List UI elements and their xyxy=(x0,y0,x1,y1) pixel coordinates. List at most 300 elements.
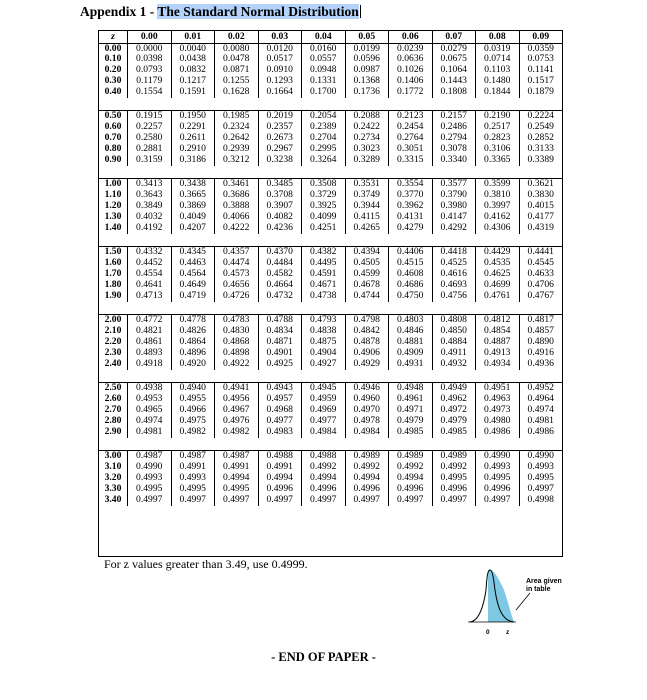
table-cell: 0.1628 xyxy=(214,87,258,98)
table-cell: 0.4978 xyxy=(345,416,389,427)
table-cell: 0.4995 xyxy=(214,484,258,495)
table-cell: 0.0948 xyxy=(301,65,345,76)
table-cell: 0.0279 xyxy=(432,44,476,55)
table-cell: 0.4788 xyxy=(258,315,302,326)
table-cell: 0.3849 xyxy=(127,201,171,212)
table-cell: 0.4929 xyxy=(345,359,389,370)
group-separator xyxy=(99,370,562,384)
table-cell: 0.2157 xyxy=(432,111,476,122)
table-row xyxy=(99,326,562,337)
table-cell: 0.4896 xyxy=(171,348,215,359)
table-cell: 0.4997 xyxy=(214,495,258,506)
table-cell: 0.4545 xyxy=(519,258,563,269)
table-cell: 0.4962 xyxy=(432,394,476,405)
table-cell: 0.4452 xyxy=(127,258,171,269)
table-cell: 0.2704 xyxy=(301,133,345,144)
row-z-value: 1.20 xyxy=(104,200,122,212)
table-cell: 0.4686 xyxy=(388,280,432,291)
column-header: 0.06 xyxy=(388,31,432,43)
table-cell: 0.4961 xyxy=(388,394,432,405)
row-z-value: 2.70 xyxy=(104,404,122,416)
row-z-value: 1.40 xyxy=(104,221,122,233)
table-cell: 0.1985 xyxy=(214,111,258,122)
column-header: 0.02 xyxy=(214,31,258,43)
table-cell: 0.1255 xyxy=(214,76,258,87)
table-cell: 0.4861 xyxy=(127,337,171,348)
table-cell: 0.4965 xyxy=(127,405,171,416)
table-cell: 0.4582 xyxy=(258,269,302,280)
column-header: 0.01 xyxy=(171,31,215,43)
table-cell: 0.0120 xyxy=(258,44,302,55)
table-cell: 0.2764 xyxy=(388,133,432,144)
table-cell: 0.4678 xyxy=(345,280,389,291)
table-cell: 0.1406 xyxy=(388,76,432,87)
table-cell: 0.4525 xyxy=(432,258,476,269)
standard-normal-table xyxy=(98,30,563,557)
table-cell: 0.3315 xyxy=(388,155,432,166)
table-cell: 0.1736 xyxy=(345,87,389,98)
table-cell: 0.4394 xyxy=(345,247,389,258)
table-cell: 0.1772 xyxy=(388,87,432,98)
table-cell: 0.3238 xyxy=(258,155,302,166)
table-cell: 0.4767 xyxy=(519,291,563,302)
table-cell: 0.4850 xyxy=(432,326,476,337)
table-cell: 0.4997 xyxy=(301,495,345,506)
table-cell: 0.4977 xyxy=(301,416,345,427)
table-cell: 0.4656 xyxy=(214,280,258,291)
table-cell: 0.4992 xyxy=(432,462,476,473)
table-cell: 0.4750 xyxy=(388,291,432,302)
table-cell: 0.0987 xyxy=(345,65,389,76)
table-cell: 0.4893 xyxy=(127,348,171,359)
table-cell: 0.3810 xyxy=(475,190,519,201)
table-cell: 0.4992 xyxy=(388,462,432,473)
table-cell: 0.3888 xyxy=(214,201,258,212)
table-cell: 0.4554 xyxy=(127,269,171,280)
table-cell: 0.4980 xyxy=(475,416,519,427)
table-cell: 0.4936 xyxy=(519,359,563,370)
row-z-value: 1.10 xyxy=(104,189,122,201)
table-cell: 0.0793 xyxy=(127,65,171,76)
table-cell: 0.4066 xyxy=(214,212,258,223)
table-cell: 0.3554 xyxy=(388,179,432,190)
table-cell: 0.4931 xyxy=(388,359,432,370)
table-cell: 0.2852 xyxy=(519,133,563,144)
table-cell: 0.4994 xyxy=(345,473,389,484)
table-cell: 0.3643 xyxy=(127,190,171,201)
figure-axis-z: z xyxy=(506,629,510,636)
table-cell: 0.4967 xyxy=(214,405,258,416)
table-cell: 0.2967 xyxy=(258,144,302,155)
end-of-paper: - END OF PAPER - xyxy=(271,650,376,664)
table-cell: 0.4147 xyxy=(432,212,476,223)
table-cell: 0.4664 xyxy=(258,280,302,291)
table-cell: 0.3599 xyxy=(475,179,519,190)
table-cell: 0.4996 xyxy=(432,484,476,495)
table-row xyxy=(99,87,562,98)
table-cell: 0.4997 xyxy=(475,495,519,506)
table-cell: 0.4953 xyxy=(127,394,171,405)
table-cell: 0.4535 xyxy=(475,258,519,269)
table-cell: 0.4854 xyxy=(475,326,519,337)
row-z-value: 3.40 xyxy=(104,493,122,505)
table-cell: 0.3729 xyxy=(301,190,345,201)
table-cell: 0.4706 xyxy=(519,280,563,291)
table-cell: 0.4955 xyxy=(171,394,215,405)
table-footnote: For z values greater than 3.49, use 0.4999. xyxy=(104,557,308,571)
title-selected-text[interactable]: The Standard Normal Distribution xyxy=(157,4,359,19)
table-cell: 0.4871 xyxy=(258,337,302,348)
row-z-value: 1.00 xyxy=(104,178,122,190)
table-cell: 0.4975 xyxy=(171,416,215,427)
table-cell: 0.2823 xyxy=(475,133,519,144)
table-cell: 0.4922 xyxy=(214,359,258,370)
table-cell: 0.4994 xyxy=(214,473,258,484)
table-cell: 0.4887 xyxy=(475,337,519,348)
group-separator xyxy=(99,98,562,112)
table-cell: 0.4608 xyxy=(388,269,432,280)
table-cell: 0.1443 xyxy=(432,76,476,87)
table-cell: 0.2580 xyxy=(127,133,171,144)
group-separator xyxy=(99,234,562,248)
row-z-value: 0.60 xyxy=(104,121,122,133)
table-cell: 0.4332 xyxy=(127,247,171,258)
table-cell: 0.4884 xyxy=(432,337,476,348)
table-cell: 0.4857 xyxy=(519,326,563,337)
table-cell: 0.4995 xyxy=(171,484,215,495)
table-cell: 0.3264 xyxy=(301,155,345,166)
table-cell: 0.2123 xyxy=(388,111,432,122)
table-cell: 0.1700 xyxy=(301,87,345,98)
table-cell: 0.4222 xyxy=(214,223,258,234)
table-cell: 0.4932 xyxy=(432,359,476,370)
table-cell: 0.4997 xyxy=(258,495,302,506)
table-cell: 0.2389 xyxy=(301,122,345,133)
table-row xyxy=(99,76,562,87)
table-cell: 0.1293 xyxy=(258,76,302,87)
table-cell: 0.1331 xyxy=(301,76,345,87)
table-cell: 0.4977 xyxy=(258,416,302,427)
row-z-value: 2.20 xyxy=(104,336,122,348)
table-row xyxy=(99,405,562,416)
table-cell: 0.4357 xyxy=(214,247,258,258)
table-cell: 0.4842 xyxy=(345,326,389,337)
table-row xyxy=(99,247,562,258)
table-cell: 0.4946 xyxy=(345,383,389,394)
table-header-row xyxy=(99,31,562,44)
table-cell: 0.4131 xyxy=(388,212,432,223)
table-row xyxy=(99,495,562,506)
table-cell: 0.0319 xyxy=(475,44,519,55)
table-cell: 0.0398 xyxy=(127,54,171,65)
table-cell: 0.4970 xyxy=(345,405,389,416)
table-cell: 0.1950 xyxy=(171,111,215,122)
normal-curve-figure xyxy=(468,560,578,648)
table-cell: 0.0199 xyxy=(345,44,389,55)
table-cell: 0.2257 xyxy=(127,122,171,133)
table-cell: 0.4995 xyxy=(127,484,171,495)
table-cell: 0.4994 xyxy=(388,473,432,484)
table-cell: 0.4996 xyxy=(258,484,302,495)
row-z-value: 0.30 xyxy=(104,75,122,87)
table-row xyxy=(99,190,562,201)
table-cell: 0.4988 xyxy=(301,451,345,462)
table-cell: 0.3106 xyxy=(475,144,519,155)
table-cell: 0.0239 xyxy=(388,44,432,55)
table-cell: 0.3577 xyxy=(432,179,476,190)
column-header: 0.08 xyxy=(475,31,519,43)
table-cell: 0.3389 xyxy=(519,155,563,166)
table-cell: 0.2190 xyxy=(475,111,519,122)
table-cell: 0.1879 xyxy=(519,87,563,98)
table-row xyxy=(99,111,562,122)
table-cell: 0.2995 xyxy=(301,144,345,155)
table-cell: 0.3051 xyxy=(388,144,432,155)
table-cell: 0.3212 xyxy=(214,155,258,166)
table-cell: 0.3770 xyxy=(388,190,432,201)
group-separator xyxy=(99,302,562,316)
table-cell: 0.4971 xyxy=(388,405,432,416)
table-cell: 0.2549 xyxy=(519,122,563,133)
table-cell: 0.4985 xyxy=(432,427,476,438)
table-cell: 0.4998 xyxy=(519,495,563,506)
table-cell: 0.4909 xyxy=(388,348,432,359)
table-cell: 0.4985 xyxy=(388,427,432,438)
table-cell: 0.4940 xyxy=(171,383,215,394)
table-cell: 0.4993 xyxy=(127,473,171,484)
table-cell: 0.4982 xyxy=(171,427,215,438)
table-cell: 0.4115 xyxy=(345,212,389,223)
table-cell: 0.4868 xyxy=(214,337,258,348)
table-cell: 0.3907 xyxy=(258,201,302,212)
table-row xyxy=(99,416,562,427)
table-cell: 0.4803 xyxy=(388,315,432,326)
table-cell: 0.4989 xyxy=(432,451,476,462)
table-cell: 0.1844 xyxy=(475,87,519,98)
table-cell: 0.4505 xyxy=(345,258,389,269)
row-z-value: 1.60 xyxy=(104,257,122,269)
table-cell: 0.2054 xyxy=(301,111,345,122)
table-cell: 0.1179 xyxy=(127,76,171,87)
table-cell: 0.3186 xyxy=(171,155,215,166)
row-z-value: 0.90 xyxy=(104,154,122,166)
table-cell: 0.4713 xyxy=(127,291,171,302)
table-cell: 0.4960 xyxy=(345,394,389,405)
table-cell: 0.4964 xyxy=(519,394,563,405)
table-cell: 0.4573 xyxy=(214,269,258,280)
table-cell: 0.4474 xyxy=(214,258,258,269)
table-cell: 0.4911 xyxy=(432,348,476,359)
table-row xyxy=(99,133,562,144)
table-cell: 0.4943 xyxy=(258,383,302,394)
table-row xyxy=(99,451,562,462)
row-z-value: 1.50 xyxy=(104,246,122,258)
table-cell: 0.4997 xyxy=(432,495,476,506)
table-cell: 0.4633 xyxy=(519,269,563,280)
table-cell: 0.3925 xyxy=(301,201,345,212)
table-cell: 0.0040 xyxy=(171,44,215,55)
table-row xyxy=(99,348,562,359)
column-header: 0.04 xyxy=(301,31,345,43)
table-cell: 0.4989 xyxy=(345,451,389,462)
table-cell: 0.4957 xyxy=(258,394,302,405)
table-cell: 0.2019 xyxy=(258,111,302,122)
table-cell: 0.0636 xyxy=(388,54,432,65)
table-cell: 0.4382 xyxy=(301,247,345,258)
column-header: 0.09 xyxy=(519,31,563,43)
table-row xyxy=(99,315,562,326)
table-cell: 0.4987 xyxy=(171,451,215,462)
row-z-value: 0.40 xyxy=(104,86,122,98)
table-cell: 0.3289 xyxy=(345,155,389,166)
row-z-value: 2.90 xyxy=(104,425,122,437)
table-cell: 0.3023 xyxy=(345,144,389,155)
table-cell: 0.4826 xyxy=(171,326,215,337)
table-cell: 0.4830 xyxy=(214,326,258,337)
table-cell: 0.0080 xyxy=(214,44,258,55)
table-cell: 0.4984 xyxy=(301,427,345,438)
table-cell: 0.4236 xyxy=(258,223,302,234)
table-cell: 0.4996 xyxy=(345,484,389,495)
table-cell: 0.4987 xyxy=(127,451,171,462)
row-z-value: 2.80 xyxy=(104,414,122,426)
table-cell: 0.2881 xyxy=(127,144,171,155)
table-cell: 0.3159 xyxy=(127,155,171,166)
table-row xyxy=(99,291,562,302)
table-cell: 0.2939 xyxy=(214,144,258,155)
table-cell: 0.0675 xyxy=(432,54,476,65)
table-cell: 0.3944 xyxy=(345,201,389,212)
table-cell: 0.4994 xyxy=(301,473,345,484)
table-cell: 0.0478 xyxy=(214,54,258,65)
column-header: 0.07 xyxy=(432,31,476,43)
table-cell: 0.3438 xyxy=(171,179,215,190)
table-cell: 0.4429 xyxy=(475,247,519,258)
figure-axis-zero: 0 xyxy=(486,629,490,636)
table-cell: 0.4974 xyxy=(519,405,563,416)
row-z-value: 2.30 xyxy=(104,346,122,358)
table-cell: 0.4808 xyxy=(432,315,476,326)
table-cell: 0.4099 xyxy=(301,212,345,223)
table-cell: 0.2454 xyxy=(388,122,432,133)
table-cell: 0.1368 xyxy=(345,76,389,87)
table-cell: 0.2794 xyxy=(432,133,476,144)
table-cell: 0.4265 xyxy=(345,223,389,234)
table-cell: 0.4625 xyxy=(475,269,519,280)
table-cell: 0.1480 xyxy=(475,76,519,87)
table-cell: 0.4996 xyxy=(301,484,345,495)
table-cell: 0.4901 xyxy=(258,348,302,359)
table-cell: 0.2357 xyxy=(258,122,302,133)
table-cell: 0.4963 xyxy=(475,394,519,405)
table-cell: 0.4890 xyxy=(519,337,563,348)
table-row xyxy=(99,201,562,212)
table-cell: 0.4981 xyxy=(127,427,171,438)
table-cell: 0.1664 xyxy=(258,87,302,98)
table-cell: 0.4993 xyxy=(171,473,215,484)
table-cell: 0.4418 xyxy=(432,247,476,258)
figure-pointer-line xyxy=(516,593,530,610)
table-cell: 0.4997 xyxy=(345,495,389,506)
table-cell: 0.0000 xyxy=(127,44,171,55)
table-cell: 0.4990 xyxy=(519,451,563,462)
table-cell: 0.3980 xyxy=(432,201,476,212)
table-cell: 0.4925 xyxy=(258,359,302,370)
table-cell: 0.4990 xyxy=(475,451,519,462)
table-cell: 0.4082 xyxy=(258,212,302,223)
table-cell: 0.4875 xyxy=(301,337,345,348)
group-separator xyxy=(99,166,562,180)
table-cell: 0.4979 xyxy=(388,416,432,427)
table-cell: 0.4292 xyxy=(432,223,476,234)
table-cell: 0.4015 xyxy=(519,201,563,212)
table-cell: 0.4306 xyxy=(475,223,519,234)
table-cell: 0.4994 xyxy=(258,473,302,484)
row-z-value: 1.70 xyxy=(104,268,122,280)
table-cell: 0.4906 xyxy=(345,348,389,359)
table-cell: 0.4370 xyxy=(258,247,302,258)
table-cell: 0.3485 xyxy=(258,179,302,190)
text-cursor xyxy=(360,5,361,18)
table-cell: 0.4993 xyxy=(475,462,519,473)
table-row xyxy=(99,44,562,55)
table-cell: 0.3133 xyxy=(519,144,563,155)
table-cell: 0.4744 xyxy=(345,291,389,302)
row-z-value: 2.40 xyxy=(104,357,122,369)
shaded-area xyxy=(488,570,514,622)
table-cell: 0.4772 xyxy=(127,315,171,326)
table-cell: 0.4952 xyxy=(519,383,563,394)
table-cell: 0.2324 xyxy=(214,122,258,133)
table-cell: 0.1517 xyxy=(519,76,563,87)
table-cell: 0.4968 xyxy=(258,405,302,416)
table-cell: 0.4616 xyxy=(432,269,476,280)
table-cell: 0.3869 xyxy=(171,201,215,212)
table-cell: 0.4693 xyxy=(432,280,476,291)
table-cell: 0.4726 xyxy=(214,291,258,302)
table-cell: 0.4988 xyxy=(258,451,302,462)
table-cell: 0.2734 xyxy=(345,133,389,144)
table-row xyxy=(99,258,562,269)
table-cell: 0.4996 xyxy=(475,484,519,495)
table-cell: 0.1808 xyxy=(432,87,476,98)
table-cell: 0.4981 xyxy=(519,416,563,427)
table-cell: 0.4976 xyxy=(214,416,258,427)
table-cell: 0.2673 xyxy=(258,133,302,144)
table-row xyxy=(99,212,562,223)
table-cell: 0.4441 xyxy=(519,247,563,258)
table-row xyxy=(99,462,562,473)
table-cell: 0.1217 xyxy=(171,76,215,87)
table-cell: 0.4941 xyxy=(214,383,258,394)
table-cell: 0.4032 xyxy=(127,212,171,223)
row-z-value: 3.30 xyxy=(104,482,122,494)
table-cell: 0.4864 xyxy=(171,337,215,348)
table-cell: 0.0832 xyxy=(171,65,215,76)
table-cell: 0.4599 xyxy=(345,269,389,280)
table-row xyxy=(99,223,562,234)
table-cell: 0.2486 xyxy=(432,122,476,133)
table-cell: 0.4945 xyxy=(301,383,345,394)
table-cell: 0.4969 xyxy=(301,405,345,416)
table-cell: 0.2517 xyxy=(475,122,519,133)
table-cell: 0.1064 xyxy=(432,65,476,76)
page-title xyxy=(80,4,361,20)
table-cell: 0.3997 xyxy=(475,201,519,212)
row-z-value: 0.50 xyxy=(104,110,122,122)
table-cell: 0.4798 xyxy=(345,315,389,326)
table-cell: 0.4778 xyxy=(171,315,215,326)
